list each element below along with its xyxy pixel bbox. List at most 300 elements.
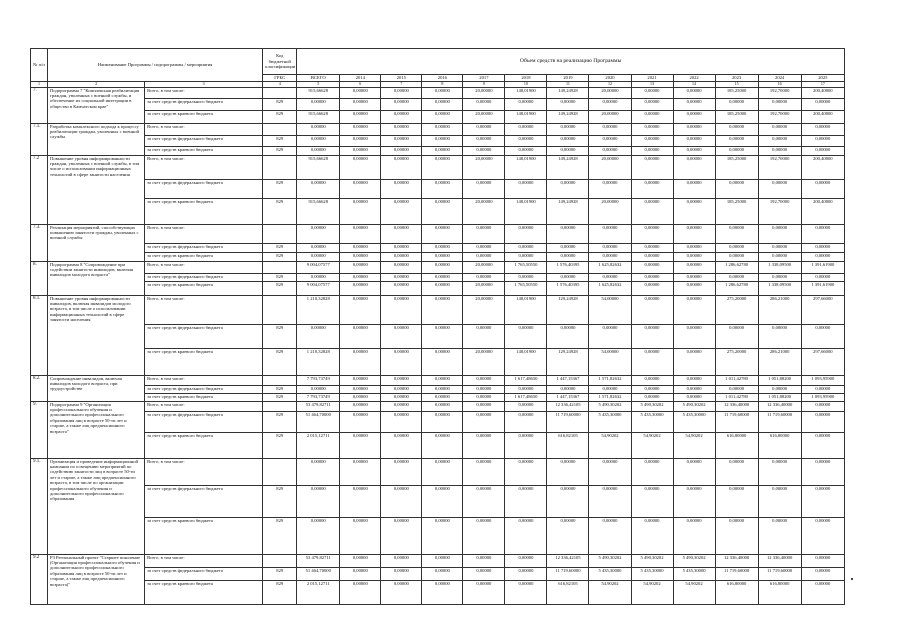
amount-cell: 200,40800 [801, 87, 844, 98]
program-name: Повышение уровня информированности граждан, уволенных с военной службы, в том числе о использовании информационных технологий в сфере занятости населения [48, 155, 145, 224]
amount-cell: 0,00000 [381, 87, 422, 98]
table-row [31, 198, 845, 224]
budget-code [263, 375, 297, 385]
amount-cell: 0,00000 [297, 252, 340, 261]
row-number: 7. [31, 87, 48, 123]
header-year: 2019 [547, 75, 589, 82]
funding-source: Всего, в том числе: [145, 401, 263, 411]
amount-cell: 0,00000 [673, 135, 715, 146]
amount-cell: 0,00000 [381, 375, 422, 385]
amount-cell: 12 336,40000 [758, 401, 801, 411]
budget-code [263, 261, 297, 273]
amount-cell: 0,00000 [673, 252, 715, 261]
amount-cell: 0,00000 [505, 243, 547, 252]
header-code: Код бюджетной классификации [263, 49, 297, 75]
funding-source: за счет средств федерального бюджета [145, 385, 263, 393]
amount-cell: 0,00000 [631, 179, 673, 198]
budget-code: 829 [263, 432, 297, 458]
table-row [31, 517, 845, 554]
amount-cell: 0,00000 [589, 273, 631, 281]
program-name: Подпрограмма 9 "Организация профессионального обучения и дополнительного профессионального образования лиц в возрасте 50-ти лет и старше, а также лиц предпенсионного возраста" [48, 401, 145, 458]
amount-cell: 185,25000 [715, 155, 758, 179]
amount-cell: 915,66628 [297, 87, 340, 98]
amount-cell: 0,00000 [673, 110, 715, 123]
column-number: 1 [31, 82, 48, 88]
budget-code [263, 224, 297, 243]
amount-cell: 12 336,40000 [715, 554, 758, 567]
amount-cell: 0,00000 [715, 123, 758, 135]
amount-cell: 1 093,95900 [801, 393, 844, 401]
amount-cell: 0,00000 [758, 224, 801, 243]
funding-source: Всего, в том числе: [145, 458, 263, 485]
amount-cell: 0,00000 [547, 98, 589, 110]
amount-cell: 0,00000 [340, 87, 381, 98]
amount-cell: 0,00000 [381, 393, 422, 401]
amount-cell: 0,00000 [801, 485, 844, 517]
amount-cell: 0,00000 [547, 385, 589, 393]
amount-cell: 0,00000 [547, 146, 589, 155]
amount-cell: 5 490,30202 [631, 554, 673, 567]
amount-cell: 0,00000 [340, 580, 381, 604]
amount-cell: 1 210,32828 [297, 348, 340, 375]
amount-cell: 0,00000 [801, 252, 844, 261]
funding-source: за счет средств краевого бюджета [145, 110, 263, 123]
program-name: Сопровождение инвалидов, включая инвалидов молодого возраста, при трудоустройстве [48, 375, 145, 401]
amount-cell: 0,00000 [340, 273, 381, 281]
amount-cell: 275,20000 [715, 348, 758, 375]
amount-cell: 0,00000 [463, 401, 505, 411]
amount-cell: 0,00000 [631, 281, 673, 295]
amount-cell: 1 576,40395 [547, 281, 589, 295]
amount-cell: 11 719,60000 [547, 567, 589, 580]
amount-cell: 0,00000 [505, 135, 547, 146]
amount-cell: 0,00000 [381, 224, 422, 243]
amount-cell: 20,00000 [589, 87, 631, 98]
header-year: 2024 [758, 75, 801, 82]
amount-cell: 0,00000 [381, 567, 422, 580]
amount-cell: 192,70000 [758, 198, 801, 224]
amount-cell: 1 391,61900 [801, 281, 844, 295]
amount-cell: 0,00000 [381, 252, 422, 261]
amount-cell: 12 336,42105 [547, 554, 589, 567]
funding-source: за счет средств краевого бюджета [145, 348, 263, 375]
amount-cell: 11 719,60000 [715, 567, 758, 580]
amount-cell: 0,00000 [422, 261, 463, 273]
amount-cell: 0,00000 [631, 252, 673, 261]
amount-cell: 0,00000 [463, 135, 505, 146]
amount-cell: 0,00000 [801, 273, 844, 281]
amount-cell: 0,00000 [505, 432, 547, 458]
amount-cell: 20,00000 [463, 295, 505, 324]
amount-cell: 0,00000 [422, 385, 463, 393]
amount-cell: 0,00000 [673, 198, 715, 224]
amount-cell: 616,80000 [715, 432, 758, 458]
amount-cell: 0,00000 [505, 179, 547, 198]
amount-cell: 0,00000 [422, 567, 463, 580]
amount-cell: 0,00000 [589, 179, 631, 198]
header-name: Наименование Программы / подпрограммы / мероприятия [48, 49, 263, 82]
amount-cell: 0,00000 [673, 295, 715, 324]
amount-cell: 5 490,30202 [673, 554, 715, 567]
table-row [31, 485, 845, 517]
amount-cell: 0,00000 [463, 580, 505, 604]
amount-cell: 0,00000 [589, 385, 631, 393]
table-row [31, 567, 845, 580]
program-name: Разработка комплексного подхода к процессу реабилитации граждан, уволенных с военной службы [48, 123, 145, 155]
amount-cell: 0,00000 [381, 179, 422, 198]
budget-code: 829 [263, 273, 297, 281]
amount-cell: 149,24928 [547, 110, 589, 123]
amount-cell: 0,00000 [589, 485, 631, 517]
amount-cell: 0,00000 [505, 458, 547, 485]
amount-cell: 616,82105 [547, 432, 589, 458]
amount-cell: 0,00000 [801, 324, 844, 348]
amount-cell: 0,00000 [505, 273, 547, 281]
amount-cell: 0,00000 [297, 179, 340, 198]
amount-cell: 12 336,40000 [715, 401, 758, 411]
amount-cell: 0,00000 [801, 146, 844, 155]
amount-cell: 616,82105 [547, 580, 589, 604]
amount-cell: 0,00000 [381, 110, 422, 123]
amount-cell: 1 051,88200 [758, 393, 801, 401]
amount-cell: 185,25000 [715, 110, 758, 123]
amount-cell: 0,00000 [547, 252, 589, 261]
amount-cell: 0,00000 [422, 123, 463, 135]
amount-cell: 0,00000 [505, 567, 547, 580]
amount-cell: 1 286,62780 [715, 281, 758, 295]
amount-cell: 148,01900 [505, 110, 547, 123]
amount-cell: 1 051,88200 [758, 375, 801, 385]
amount-cell: 0,00000 [631, 485, 673, 517]
amount-cell: 200,40800 [801, 155, 844, 179]
amount-cell: 0,00000 [715, 324, 758, 348]
row-number: 9.2 [31, 554, 48, 604]
amount-cell: 0,00000 [631, 458, 673, 485]
funding-source: за счет средств краевого бюджета [145, 252, 263, 261]
amount-cell: 0,00000 [505, 401, 547, 411]
amount-cell: 616,80000 [758, 432, 801, 458]
funding-source: за счет средств краевого бюджета [145, 146, 263, 155]
budget-code [263, 401, 297, 411]
amount-cell: 0,00000 [381, 485, 422, 517]
amount-cell: 0,00000 [422, 458, 463, 485]
amount-cell: 0,00000 [631, 155, 673, 179]
amount-cell: 0,00000 [547, 485, 589, 517]
table-row [31, 155, 845, 179]
amount-cell: 0,00000 [422, 580, 463, 604]
amount-cell: 54,90202 [673, 432, 715, 458]
amount-cell: 1 447,15367 [547, 375, 589, 385]
amount-cell: 0,00000 [381, 324, 422, 348]
header-year: 2015 [381, 75, 422, 82]
amount-cell: 0,00000 [297, 123, 340, 135]
amount-cell: 0,00000 [340, 348, 381, 375]
amount-cell: 1 210,32828 [297, 295, 340, 324]
table-row [31, 179, 845, 198]
table-row [31, 580, 845, 604]
amount-cell: 915,66628 [297, 155, 340, 179]
funding-source: за счет средств федерального бюджета [145, 179, 263, 198]
amount-cell: 0,00000 [758, 98, 801, 110]
amount-cell: 286,21000 [758, 348, 801, 375]
amount-cell: 185,25000 [715, 87, 758, 98]
amount-cell: 0,00000 [715, 385, 758, 393]
table-row [31, 261, 845, 273]
amount-cell: 1 617,48650 [505, 375, 547, 385]
funding-source: за счет средств федерального бюджета [145, 243, 263, 252]
table-row [31, 87, 845, 98]
amount-cell: 1 625,82632 [589, 261, 631, 273]
amount-cell: 0,00000 [340, 517, 381, 554]
table-row [31, 385, 845, 393]
column-number: 13 [631, 82, 673, 88]
budget-code: 829 [263, 580, 297, 604]
amount-cell: 0,00000 [715, 98, 758, 110]
header-year: 2018 [505, 75, 547, 82]
column-number: 3 [145, 82, 263, 88]
amount-cell: 11 719,60000 [758, 411, 801, 432]
funding-source: за счет средств краевого бюджета [145, 580, 263, 604]
column-number: 4 [263, 82, 297, 88]
amount-cell: 0,00000 [589, 517, 631, 554]
amount-cell: 0,00000 [340, 393, 381, 401]
amount-cell: 5 490,30202 [673, 401, 715, 411]
table-row [31, 273, 845, 281]
table-row [31, 375, 845, 385]
amount-cell: 0,00000 [463, 567, 505, 580]
amount-cell: 148,01900 [505, 198, 547, 224]
amount-cell: 0,00000 [381, 261, 422, 273]
amount-cell: 0,00000 [589, 324, 631, 348]
amount-cell: 192,70000 [758, 110, 801, 123]
amount-cell: 129,24928 [547, 295, 589, 324]
amount-cell: 1 576,40395 [547, 261, 589, 273]
amount-cell: 12 336,42105 [547, 401, 589, 411]
budget-code [263, 458, 297, 485]
amount-cell: 616,80000 [758, 580, 801, 604]
funding-source: за счет средств краевого бюджета [145, 432, 263, 458]
budget-code [263, 87, 297, 98]
table-row [31, 295, 845, 324]
amount-cell: 0,00000 [297, 146, 340, 155]
funding-source: за счет средств федерального бюджета [145, 324, 263, 348]
amount-cell: 0,00000 [547, 458, 589, 485]
amount-cell: 0,00000 [673, 385, 715, 393]
amount-cell: 0,00000 [801, 179, 844, 198]
amount-cell: 0,00000 [758, 273, 801, 281]
budget-code: 829 [263, 198, 297, 224]
amount-cell: 5 435,30000 [673, 567, 715, 580]
column-number: 9 [463, 82, 505, 88]
amount-cell: 0,00000 [463, 123, 505, 135]
amount-cell: 0,00000 [381, 123, 422, 135]
amount-cell: 200,40800 [801, 198, 844, 224]
amount-cell: 0,00000 [631, 393, 673, 401]
program-name: Подпрограмма 7 "Комплексная реабилитация граждан, уволенных с военной службы, и обеспечение их социальной интеграции в общество в Камчатском крае" [48, 87, 145, 123]
amount-cell: 0,00000 [631, 385, 673, 393]
amount-cell: 0,00000 [673, 458, 715, 485]
budget-code [263, 554, 297, 567]
amount-cell: 149,24928 [547, 155, 589, 179]
amount-cell: 0,00000 [505, 517, 547, 554]
funding-source: за счет средств краевого бюджета [145, 198, 263, 224]
budget-code: 829 [263, 485, 297, 517]
funding-source: за счет средств федерального бюджета [145, 135, 263, 146]
amount-cell: 0,00000 [505, 224, 547, 243]
table-row [31, 348, 845, 375]
amount-cell: 0,00000 [547, 273, 589, 281]
budget-code: 829 [263, 98, 297, 110]
budget-code: 829 [263, 110, 297, 123]
header-year: 2025 [801, 75, 844, 82]
amount-cell: 0,00000 [463, 485, 505, 517]
amount-cell: 0,00000 [422, 110, 463, 123]
amount-cell: 0,00000 [673, 517, 715, 554]
amount-cell: 0,00000 [381, 146, 422, 155]
amount-cell: 0,00000 [801, 580, 844, 604]
amount-cell: 0,00000 [631, 98, 673, 110]
amount-cell: 0,00000 [758, 123, 801, 135]
funding-source: за счет средств федерального бюджета [145, 485, 263, 517]
amount-cell: 0,00000 [505, 385, 547, 393]
amount-cell: 1 617,48650 [505, 393, 547, 401]
amount-cell: 0,00000 [505, 146, 547, 155]
amount-cell: 11 719,60000 [547, 411, 589, 432]
amount-cell: 0,00000 [589, 458, 631, 485]
amount-cell: 0,00000 [715, 485, 758, 517]
amount-cell: 0,00000 [673, 273, 715, 281]
amount-cell: 1 338,09500 [758, 281, 801, 295]
funding-source: за счет средств федерального бюджета [145, 411, 263, 432]
funding-source: Всего, в том числе: [145, 224, 263, 243]
amount-cell: 0,00000 [505, 98, 547, 110]
column-number: 7 [381, 82, 422, 88]
amount-cell: 0,00000 [381, 198, 422, 224]
amount-cell: 0,00000 [631, 123, 673, 135]
amount-cell: 9 004,07577 [297, 281, 340, 295]
table-row [31, 98, 845, 110]
header-year: 2023 [715, 75, 758, 82]
amount-cell: 0,00000 [758, 146, 801, 155]
table-row [31, 135, 845, 146]
amount-cell: 0,00000 [422, 324, 463, 348]
row-number: 8.2. [31, 375, 48, 401]
amount-cell: 20,00000 [463, 87, 505, 98]
amount-cell: 0,00000 [801, 517, 844, 554]
amount-cell: 0,00000 [463, 273, 505, 281]
amount-cell: 0,00000 [381, 458, 422, 485]
amount-cell: 0,00000 [422, 155, 463, 179]
amount-cell: 20,00000 [463, 110, 505, 123]
amount-cell: 0,00000 [673, 485, 715, 517]
table-row [31, 224, 845, 243]
amount-cell: 0,00000 [297, 135, 340, 146]
amount-cell: 0,00000 [422, 273, 463, 281]
amount-cell: 0,00000 [589, 243, 631, 252]
amount-cell: 0,00000 [463, 393, 505, 401]
amount-cell: 0,00000 [297, 243, 340, 252]
amount-cell: 54,90202 [589, 580, 631, 604]
amount-cell: 0,00000 [673, 155, 715, 179]
column-number: 5 [297, 82, 340, 88]
amount-cell: 1 571,82632 [589, 375, 631, 385]
header-year: 2020 [589, 75, 631, 82]
amount-cell: 0,00000 [758, 385, 801, 393]
amount-cell: 0,00000 [801, 135, 844, 146]
amount-cell: 149,24928 [547, 87, 589, 98]
amount-cell: 20,00000 [463, 155, 505, 179]
amount-cell: 0,00000 [381, 580, 422, 604]
amount-cell: 0,00000 [673, 179, 715, 198]
amount-cell: 0,00000 [758, 324, 801, 348]
amount-cell: 0,00000 [801, 432, 844, 458]
program-name: Повышение уровня информированности инвалидов, включая инвалидов молодого возраста, в том числе о использовании информационных технологий в сфере занятости населения [48, 295, 145, 375]
amount-cell: 0,00000 [715, 146, 758, 155]
amount-cell: 0,00000 [297, 458, 340, 485]
amount-cell: 286,21000 [758, 295, 801, 324]
amount-cell: 0,00000 [631, 375, 673, 385]
amount-cell: 0,00000 [340, 98, 381, 110]
amount-cell: 0,00000 [422, 554, 463, 567]
amount-cell: 0,00000 [422, 348, 463, 375]
amount-cell: 0,00000 [758, 458, 801, 485]
header-year: ВСЕГО [297, 75, 340, 82]
column-number: 16 [758, 82, 801, 88]
amount-cell: 0,00000 [801, 224, 844, 243]
budget-code: 829 [263, 393, 297, 401]
funding-source: за счет средств федерального бюджета [145, 98, 263, 110]
budget-code: 829 [263, 146, 297, 155]
amount-cell: 0,00000 [381, 281, 422, 295]
amount-cell: 0,00000 [422, 401, 463, 411]
amount-cell: 0,00000 [297, 98, 340, 110]
amount-cell: 0,00000 [715, 252, 758, 261]
amount-cell: 0,00000 [340, 458, 381, 485]
amount-cell: 1 447,15367 [547, 393, 589, 401]
budget-code: 829 [263, 385, 297, 393]
amount-cell: 5 435,30000 [589, 567, 631, 580]
funding-source: за счет средств краевого бюджета [145, 517, 263, 554]
amount-cell: 51 464,70000 [297, 567, 340, 580]
amount-cell: 0,00000 [340, 243, 381, 252]
budget-table-sheet [30, 48, 845, 605]
amount-cell: 0,00000 [673, 243, 715, 252]
amount-cell: 0,00000 [463, 98, 505, 110]
column-number: 15 [715, 82, 758, 88]
amount-cell: 5 435,30000 [589, 411, 631, 432]
amount-cell: 0,00000 [715, 243, 758, 252]
amount-cell: 0,00000 [673, 123, 715, 135]
amount-cell: 20,00000 [589, 110, 631, 123]
amount-cell: 0,00000 [381, 517, 422, 554]
amount-cell: 0,00000 [340, 281, 381, 295]
amount-cell: 0,00000 [673, 324, 715, 348]
amount-cell: 0,00000 [547, 135, 589, 146]
amount-cell: 20,00000 [463, 348, 505, 375]
amount-cell: 1 765,50550 [505, 261, 547, 273]
amount-cell: 1 093,95900 [801, 375, 844, 385]
funding-source: Всего, в том числе: [145, 123, 263, 135]
budget-code [263, 295, 297, 324]
amount-cell: 0,00000 [297, 324, 340, 348]
amount-cell: 0,00000 [297, 224, 340, 243]
amount-cell: 149,24928 [547, 198, 589, 224]
amount-cell: 148,01900 [505, 87, 547, 98]
amount-cell: 0,00000 [673, 261, 715, 273]
amount-cell: 915,66628 [297, 110, 340, 123]
program-name: Реализация мероприятий, способствующих повышению занятости граждан, уволенных с военной службы [48, 224, 145, 261]
amount-cell: 0,00000 [801, 98, 844, 110]
